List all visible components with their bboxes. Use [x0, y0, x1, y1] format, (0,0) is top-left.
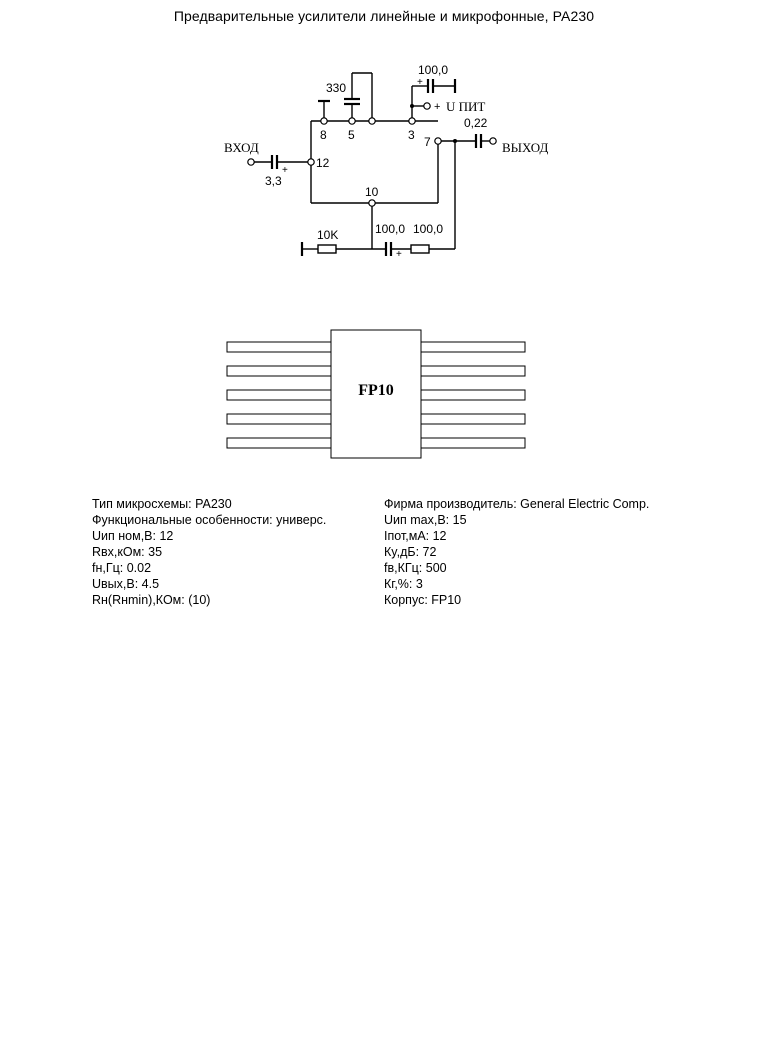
- pin-7-node: [435, 138, 441, 144]
- cap-input-value: 3,3: [265, 174, 282, 188]
- param-low-frequency: fн,Гц: 0.02: [92, 561, 152, 575]
- resistor-feedback-value: 100,0: [413, 222, 444, 236]
- pin-3-node: [409, 118, 415, 124]
- cap-supply-plus: +: [417, 77, 423, 88]
- param-package: Корпус: FP10: [384, 593, 462, 607]
- cap-feedback-value: 100,0: [375, 222, 406, 236]
- param-gain: Кy,дБ: 72: [384, 545, 437, 559]
- params-left-column: [92, 496, 326, 608]
- supply-plus-sign: +: [434, 101, 441, 113]
- package-lead-right-2: [421, 366, 525, 376]
- param-high-frequency: fв,КГц: 500: [384, 561, 447, 575]
- param-manufacturer: Фирма производитель: General Electric Comp.: [384, 497, 650, 511]
- supply-terminal: [424, 103, 430, 109]
- param-supply-nominal: Uип ном,В: 12: [92, 529, 174, 543]
- param-chip-type: Тип микросхемы: PA230: [92, 497, 232, 511]
- cap-output-value: 0,22: [464, 116, 488, 130]
- package-lead-right-4: [421, 414, 525, 424]
- param-input-resistance: Rвх,кОм: 35: [92, 545, 163, 559]
- package-lead-left-3: [227, 390, 331, 400]
- resistor-gnd-value: 10K: [317, 228, 339, 242]
- page-title: Предварительные усилители линейные и микрофонные, PA230: [173, 8, 595, 24]
- pin-5b-node: [369, 118, 375, 124]
- package-lead-left-5: [227, 438, 331, 448]
- param-current: Iпот,мА: 12: [384, 529, 447, 543]
- cap-input-plus: +: [282, 165, 288, 176]
- package-lead-right-5: [421, 438, 525, 448]
- param-supply-max: Uип max,В: 15: [384, 513, 467, 527]
- pin-10-label: 10: [365, 185, 379, 199]
- package-lead-right-1: [421, 342, 525, 352]
- pin-5-node: [349, 118, 355, 124]
- pin-12-node: [308, 159, 314, 165]
- input-label: ВХОД: [224, 140, 259, 155]
- param-output-voltage: Uвых,В: 4.5: [92, 577, 160, 591]
- output-label: ВЫХОД: [502, 140, 549, 155]
- pin-7-label: 7: [424, 135, 431, 149]
- cap-pin5-value: 330: [326, 81, 347, 95]
- pin-10-node: [369, 200, 375, 206]
- output-terminal: [490, 138, 496, 144]
- pin-8-node: [321, 118, 327, 124]
- supply-label: U ПИТ: [446, 99, 486, 114]
- pin-3-label: 3: [408, 128, 415, 142]
- pin-8-label: 8: [320, 128, 327, 142]
- package-lead-left-4: [227, 414, 331, 424]
- cap-supply-value: 100,0: [418, 63, 449, 77]
- package-name: FP10: [358, 382, 394, 399]
- pin-5-label: 5: [348, 128, 355, 142]
- param-distortion: Кг,%: 3: [384, 577, 423, 591]
- pin-12-label: 12: [316, 156, 330, 170]
- input-terminal: [248, 159, 254, 165]
- package-lead-left-2: [227, 366, 331, 376]
- cap-feedback-plus: +: [396, 249, 402, 260]
- params-right-column: [384, 496, 649, 608]
- param-features: Функциональные особенности: универс.: [92, 513, 327, 527]
- param-load-resistance: Rн(Rнmin),КОм: (10): [92, 593, 211, 607]
- package-lead-left-1: [227, 342, 331, 352]
- package-lead-right-3: [421, 390, 525, 400]
